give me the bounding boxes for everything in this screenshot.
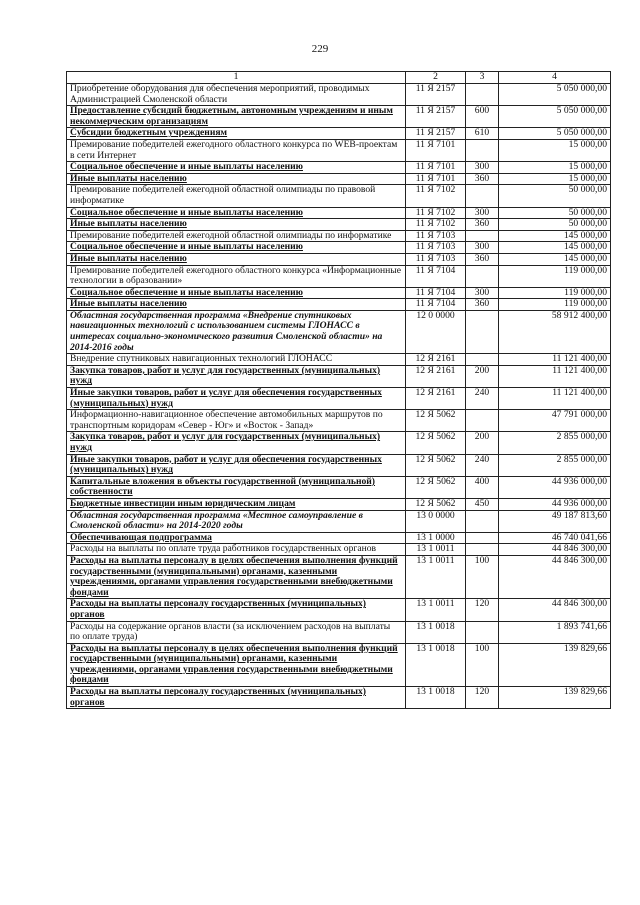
row-type: [466, 410, 499, 432]
row-code: 12 Я 5062: [406, 498, 466, 510]
row-sum: 5 050 000,00: [499, 106, 611, 128]
row-code: 11 Я 7104: [406, 299, 466, 311]
row-code: 13 1 0018: [406, 687, 466, 709]
row-name: Социальное обеспечение и иные выплаты населению: [67, 207, 406, 219]
row-sum: 44 846 300,00: [499, 599, 611, 621]
table-body: [67, 84, 611, 709]
table-row: [67, 310, 611, 353]
row-name: Иные закупки товаров, работ и услуг для обеспечения государственных (муниципальных) нужд: [67, 388, 406, 410]
row-type: 600: [466, 106, 499, 128]
row-name: Иные выплаты населению: [67, 253, 406, 265]
row-type: 120: [466, 599, 499, 621]
row-sum: 50 000,00: [499, 185, 611, 207]
row-type: [466, 139, 499, 161]
row-sum: 119 000,00: [499, 287, 611, 299]
row-code: 11 Я 7102: [406, 207, 466, 219]
row-name: Субсидии бюджетным учреждениям: [67, 128, 406, 140]
row-code: 12 Я 5062: [406, 476, 466, 498]
row-code: 11 Я 7104: [406, 265, 466, 287]
table-row: [67, 265, 611, 287]
header-col-1: 1: [67, 72, 406, 84]
row-type: 200: [466, 432, 499, 454]
row-type: 400: [466, 476, 499, 498]
table-row: [67, 139, 611, 161]
row-type: [466, 532, 499, 544]
table-row: [67, 253, 611, 265]
row-sum: 44 936 000,00: [499, 476, 611, 498]
row-type: [466, 354, 499, 366]
table-row: [67, 242, 611, 254]
row-name: Социальное обеспечение и иные выплаты населению: [67, 287, 406, 299]
row-name: Областная государственная программа «Местное самоуправление в Смоленской области» на 2014-2020 годы: [67, 510, 406, 532]
row-name: Информационно-навигационное обеспечение автомобильных маршрутов по транспортным коридорам «Север - Юг» и «Восток - Запад»: [67, 410, 406, 432]
row-type: [466, 265, 499, 287]
row-sum: 11 121 400,00: [499, 388, 611, 410]
row-sum: 47 791 000,00: [499, 410, 611, 432]
row-name: Расходы на выплаты персоналу государственных (муниципальных) органов: [67, 687, 406, 709]
row-type: 300: [466, 242, 499, 254]
row-sum: 145 000,00: [499, 253, 611, 265]
table-row: [67, 510, 611, 532]
row-code: 11 Я 2157: [406, 106, 466, 128]
budget-table: [66, 71, 611, 709]
table-row: [67, 185, 611, 207]
table-row: [67, 388, 611, 410]
row-type: [466, 185, 499, 207]
row-sum: 44 846 300,00: [499, 555, 611, 598]
table-row: [67, 128, 611, 140]
row-code: 11 Я 7103: [406, 242, 466, 254]
table-row: [67, 555, 611, 598]
row-sum: 44 936 000,00: [499, 498, 611, 510]
row-name: Премирование победителей ежегодной областной олимпиады по информатике: [67, 230, 406, 242]
row-code: 12 Я 2161: [406, 388, 466, 410]
row-code: 12 Я 2161: [406, 354, 466, 366]
row-code: 13 1 0011: [406, 544, 466, 556]
row-name: Приобретение оборудования для обеспечения мероприятий, проводимых Администрацией Смоленской области: [67, 84, 406, 106]
row-code: 11 Я 7102: [406, 219, 466, 231]
row-code: 11 Я 7103: [406, 253, 466, 265]
table-row: [67, 299, 611, 311]
row-name: Расходы на выплаты персоналу государственных (муниципальных) органов: [67, 599, 406, 621]
row-name: Иные выплаты населению: [67, 299, 406, 311]
row-sum: 139 829,66: [499, 687, 611, 709]
table-row: [67, 454, 611, 476]
row-sum: 145 000,00: [499, 242, 611, 254]
row-sum: 119 000,00: [499, 265, 611, 287]
table-row: [67, 287, 611, 299]
table-header-row: [67, 72, 611, 84]
row-type: 240: [466, 388, 499, 410]
row-type: [466, 230, 499, 242]
table-row: [67, 532, 611, 544]
row-name: Закупка товаров, работ и услуг для государственных (муниципальных) нужд: [67, 365, 406, 387]
table-row: [67, 173, 611, 185]
row-code: 13 1 0018: [406, 621, 466, 643]
row-code: 12 Я 5062: [406, 410, 466, 432]
row-name: Предоставление субсидий бюджетным, автономным учреждениям и иным некоммерческим организациям: [67, 106, 406, 128]
table-row: [67, 207, 611, 219]
row-sum: 11 121 400,00: [499, 354, 611, 366]
row-type: 100: [466, 555, 499, 598]
row-name: Премирование победителей ежегодного областного конкурса по WEB-проектам в сети Интернет: [67, 139, 406, 161]
row-name: Иные закупки товаров, работ и услуг для обеспечения государственных (муниципальных) нужд: [67, 454, 406, 476]
page-number: 229: [311, 43, 329, 55]
row-type: 240: [466, 454, 499, 476]
row-type: 120: [466, 687, 499, 709]
row-name: Расходы на выплаты персоналу в целях обеспечения выполнения функций государственными (муниципальными) органами, казенными учреждениями, органами управления государственными внебюджетными фондами: [67, 643, 406, 686]
row-name: Премирование победителей ежегодной областной олимпиады по правовой информатике: [67, 185, 406, 207]
row-name: Расходы на выплаты по оплате труда работников государственных органов: [67, 544, 406, 556]
row-code: 11 Я 7104: [406, 287, 466, 299]
row-type: 200: [466, 365, 499, 387]
row-type: 360: [466, 253, 499, 265]
row-name: Иные выплаты населению: [67, 219, 406, 231]
row-name: Расходы на содержание органов власти (за исключением расходов на выплаты по оплате труда): [67, 621, 406, 643]
row-type: 300: [466, 207, 499, 219]
row-code: 11 Я 2157: [406, 128, 466, 140]
row-name: Бюджетные инвестиции иным юридическим лицам: [67, 498, 406, 510]
row-code: 11 Я 7103: [406, 230, 466, 242]
table-row: [67, 432, 611, 454]
header-col-2: 2: [406, 72, 466, 84]
row-type: 360: [466, 173, 499, 185]
table-row: [67, 599, 611, 621]
row-code: 11 Я 2157: [406, 84, 466, 106]
row-type: [466, 84, 499, 106]
row-name: Областная государственная программа «Внедрение спутниковых навигационных технологий с использованием системы ГЛОНАСС в интересах социально-экономического развития Смоленской области» на 2014-2016 годы: [67, 310, 406, 353]
row-type: 300: [466, 287, 499, 299]
row-code: 12 Я 5062: [406, 454, 466, 476]
row-sum: 44 846 300,00: [499, 544, 611, 556]
row-name: Иные выплаты населению: [67, 173, 406, 185]
row-code: 13 1 0011: [406, 555, 466, 598]
row-name: Капитальные вложения в объекты государственной (муниципальной) собственности: [67, 476, 406, 498]
table-row: [67, 410, 611, 432]
row-name: Обеспечивающая подпрограмма: [67, 532, 406, 544]
table-row: [67, 476, 611, 498]
row-type: 450: [466, 498, 499, 510]
row-type: 300: [466, 162, 499, 174]
row-sum: 50 000,00: [499, 219, 611, 231]
table-row: [67, 621, 611, 643]
row-code: 13 1 0000: [406, 532, 466, 544]
table-row: [67, 354, 611, 366]
table-row: [67, 544, 611, 556]
table-row: [67, 84, 611, 106]
row-type: 360: [466, 219, 499, 231]
table-row: [67, 365, 611, 387]
row-sum: 15 000,00: [499, 173, 611, 185]
row-sum: 49 187 813,60: [499, 510, 611, 532]
row-code: 12 0 0000: [406, 310, 466, 353]
row-type: [466, 621, 499, 643]
row-type: 360: [466, 299, 499, 311]
header-col-4: 4: [499, 72, 611, 84]
row-sum: 46 740 041,66: [499, 532, 611, 544]
row-name: Расходы на выплаты персоналу в целях обеспечения выполнения функций государственными (муниципальными) органами, казенными учреждениями, органами управления государственными внебюджетными фондами: [67, 555, 406, 598]
row-sum: 5 050 000,00: [499, 84, 611, 106]
row-code: 12 Я 5062: [406, 432, 466, 454]
row-type: [466, 310, 499, 353]
row-code: 13 0 0000: [406, 510, 466, 532]
row-type: 610: [466, 128, 499, 140]
row-sum: 1 893 741,66: [499, 621, 611, 643]
row-name: Закупка товаров, работ и услуг для государственных (муниципальных) нужд: [67, 432, 406, 454]
row-sum: 15 000,00: [499, 162, 611, 174]
row-sum: 11 121 400,00: [499, 365, 611, 387]
table-row: [67, 219, 611, 231]
row-name: Внедрение спутниковых навигационных технологий ГЛОНАСС: [67, 354, 406, 366]
row-sum: 145 000,00: [499, 230, 611, 242]
row-type: [466, 544, 499, 556]
row-sum: 2 855 000,00: [499, 432, 611, 454]
row-sum: 5 050 000,00: [499, 128, 611, 140]
table-row: [67, 230, 611, 242]
row-name: Социальное обеспечение и иные выплаты населению: [67, 162, 406, 174]
row-sum: 119 000,00: [499, 299, 611, 311]
row-type: [466, 510, 499, 532]
table-row: [67, 498, 611, 510]
row-code: 13 1 0018: [406, 643, 466, 686]
row-sum: 15 000,00: [499, 139, 611, 161]
row-code: 11 Я 7101: [406, 162, 466, 174]
row-code: 13 1 0011: [406, 599, 466, 621]
row-code: 11 Я 7101: [406, 139, 466, 161]
table-row: [67, 162, 611, 174]
table-row: [67, 643, 611, 686]
header-col-3: 3: [466, 72, 499, 84]
row-code: 11 Я 7102: [406, 185, 466, 207]
row-code: 12 Я 2161: [406, 365, 466, 387]
table-row: [67, 106, 611, 128]
row-name: Премирование победителей ежегодного областного конкурса «Информационные технологии в образовании»: [67, 265, 406, 287]
row-name: Социальное обеспечение и иные выплаты населению: [67, 242, 406, 254]
row-sum: 50 000,00: [499, 207, 611, 219]
row-type: 100: [466, 643, 499, 686]
row-code: 11 Я 7101: [406, 173, 466, 185]
row-sum: 58 912 400,00: [499, 310, 611, 353]
row-sum: 2 855 000,00: [499, 454, 611, 476]
table-row: [67, 687, 611, 709]
row-sum: 139 829,66: [499, 643, 611, 686]
